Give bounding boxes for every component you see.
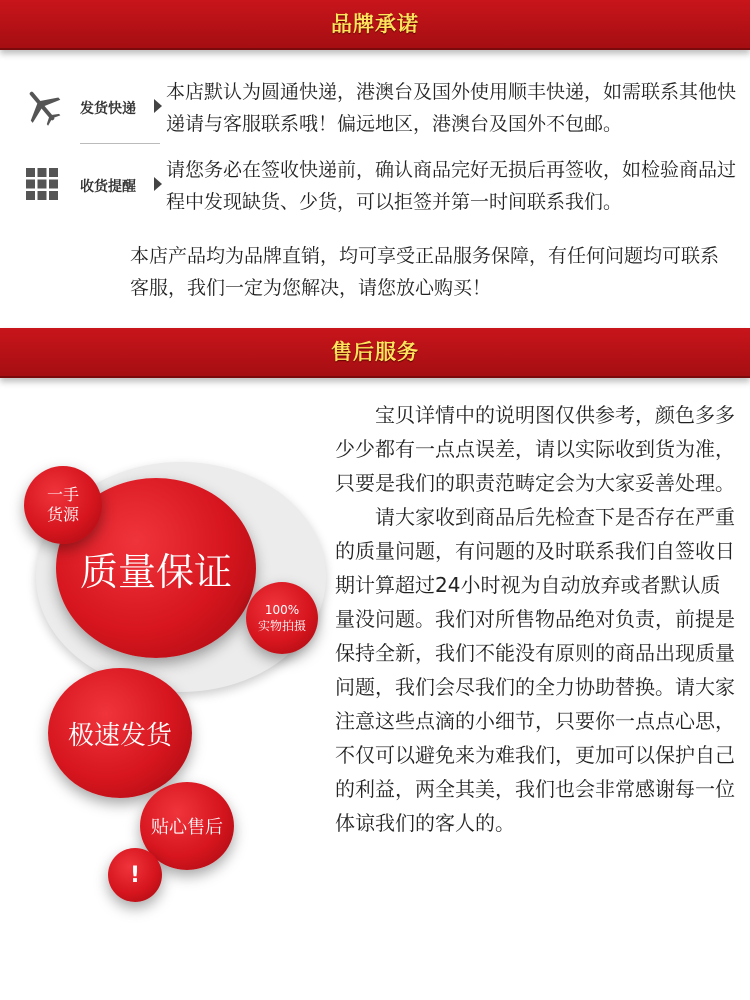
- receipt-label: 收货提醒: [80, 179, 136, 195]
- brand-promise-title: 品牌承诺: [331, 12, 419, 36]
- shipping-text: 本店默认为圆通快递，港澳台及国外使用顺丰快递，如需联系其他快递请与客服联系哦！偏远地区，港澳台及国外不包邮。: [166, 81, 737, 135]
- first-hand-line1: 一手: [46, 485, 79, 504]
- grid-icon: [20, 162, 64, 206]
- receipt-text: 请您务必在签收快递前，确认商品完好无损后再签收，如检验商品过程中发现缺货、少货，可以拒签并第一时间联系我们。: [166, 159, 737, 213]
- photo-line1: 100%: [264, 603, 300, 617]
- after-sales-paragraph-2: 请大家收到商品后先检查下是否存在严重的质量问题，有问题的及时联系我们自签收日期计算超过24小时视为自动放弃或者默认质量没问题。我们对所售物品绝对负责，前提是保持全新，我们不能没有原则的商品出现质量问题，我们会尽我们的全力协助替换。请大家注意这些点滴的小细节，只要你一点点心思，不仅可以避免来为难我们，更加可以保护自己的利益，两全其美，我们也会非常感谢每一位体谅我们的客人的。: [335, 505, 735, 835]
- chevron-right-icon: [154, 99, 162, 113]
- after-sales-title: 售后服务: [331, 340, 419, 364]
- photo-bubble: [246, 582, 318, 654]
- divider: [80, 143, 160, 144]
- first-hand-bubble: [24, 466, 102, 544]
- chevron-right-icon: [154, 177, 162, 191]
- brand-note: 本店产品均为品牌直销，均可享受正品服务保障，有任何问题均可联系客服，我们一定为您解决，请您放心购买！: [130, 245, 720, 299]
- brand-promise-banner: [0, 0, 750, 50]
- first-hand-line2: 货源: [46, 505, 79, 524]
- shipping-row: [20, 76, 740, 146]
- after-sales-text: [335, 398, 735, 840]
- quality-text: 质量保证: [79, 549, 232, 594]
- shipping-label: 发货快递: [80, 101, 136, 117]
- fast-ship-bubble: [48, 668, 192, 798]
- service-text: 贴心售后: [151, 817, 223, 838]
- airplane-icon: [20, 84, 64, 128]
- receipt-row: [20, 154, 740, 224]
- fast-ship-text: 极速发货: [67, 720, 172, 751]
- after-sales-banner: [0, 328, 750, 378]
- after-sales-paragraph-1: 宝贝详情中的说明图仅供参考，颜色多多少少都有一点点误差，请以实际收到货为准，只要是我们的职责范畴定会为大家妥善处理。: [335, 403, 735, 495]
- exclaim-text: !: [129, 862, 141, 888]
- exclaim-bubble: [108, 848, 162, 902]
- photo-line2: 实物拍摄: [257, 619, 306, 633]
